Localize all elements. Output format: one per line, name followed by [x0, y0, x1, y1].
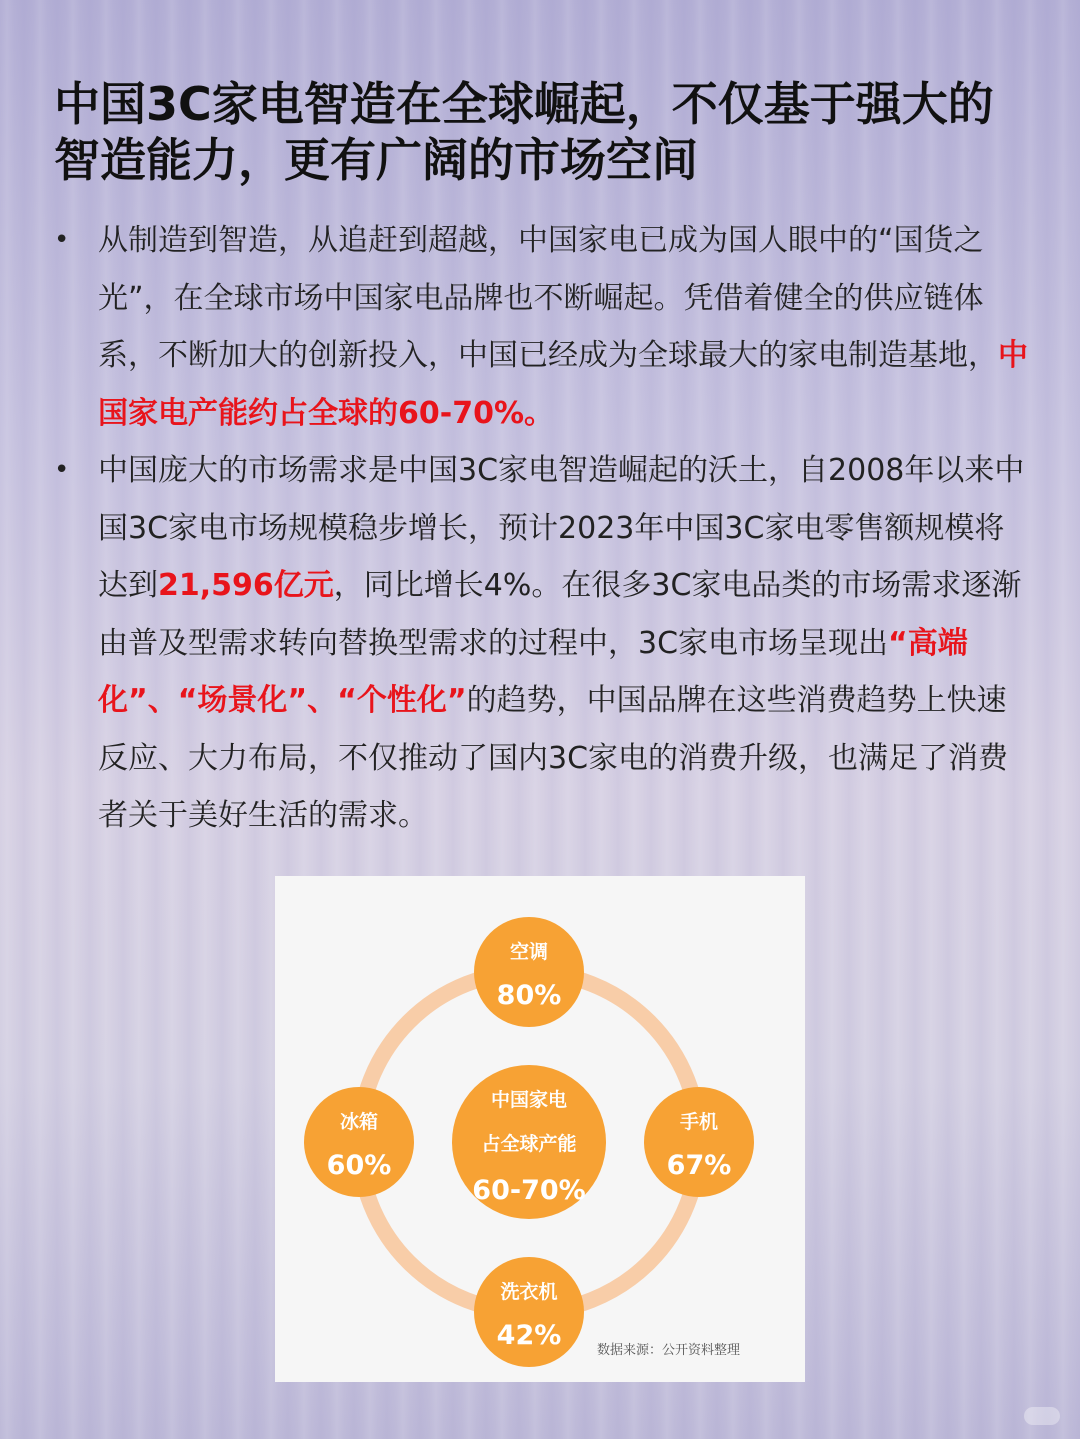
capacity-diagram-card	[275, 876, 805, 1382]
category-label: 手机	[679, 1111, 719, 1133]
watermark-badge	[1024, 1407, 1060, 1425]
bullet-icon: •	[54, 455, 70, 485]
category-label: 空调	[509, 941, 549, 963]
bullet-item-2	[54, 442, 1034, 845]
bullet-2-text-3: 的趋势，中国品牌在这些消费趋势上快速反应、大力布局，不仅推动了国内3C家电的消费升级，也满足了消费者关于美好生活的需求。	[98, 683, 1009, 833]
bullet-1-text-1: 从制造到智造，从追赶到超越，中国家电已成为国人眼中的“国货之光”，在全球市场中国家电品牌也不断崛起。凭借着健全的供应链体系，不断加大的创新投入，中国已经成为全球最大的家电制造基地，	[98, 223, 998, 373]
category-value: 80%	[496, 980, 562, 1011]
category-node-top	[474, 917, 584, 1027]
category-node-right	[644, 1087, 754, 1197]
page-title: 中国3C家电智造在全球崛起，不仅基于强大的智造能力，更有广阔的市场空间	[54, 77, 994, 187]
bullet-2-text-1: 中国庞大的市场需求是中国3C家电智造崛起的沃土，自2008年以来中国3C家电市场规模稳步增长，预计2023年中国3C家电零售额规模将达到	[98, 453, 1025, 603]
bullet-2-highlight-2: “高端化”、“场景化”、“个性化”	[98, 625, 968, 718]
center-value: 60-70%	[472, 1175, 586, 1206]
source-note: 数据来源：公开资料整理	[596, 1343, 740, 1358]
category-value: 60%	[326, 1150, 392, 1181]
capacity-diagram	[275, 876, 805, 1382]
bullet-list	[54, 212, 1034, 845]
bullet-2-highlight-1: 21,596亿元	[158, 568, 334, 603]
bullet-item-1	[54, 212, 1034, 442]
center-line-1: 中国家电	[490, 1089, 568, 1111]
category-value: 42%	[496, 1320, 562, 1351]
category-label: 冰箱	[339, 1111, 379, 1133]
bullet-2-text-2: ，同比增长4%。在很多3C家电品类的市场需求逐渐由普及型需求转向替换型需求的过程中，3C家电市场呈现出	[98, 568, 1022, 661]
category-node-left	[304, 1087, 414, 1197]
category-value: 67%	[666, 1150, 732, 1181]
bullet-1-highlight-1: 中国家电产能约占全球的60-70%。	[98, 338, 1028, 431]
bullet-icon: •	[54, 225, 70, 255]
category-label: 洗衣机	[500, 1281, 558, 1303]
center-node	[452, 1065, 606, 1219]
category-node-bottom	[474, 1257, 584, 1367]
center-line-2: 占全球产能	[481, 1133, 577, 1155]
